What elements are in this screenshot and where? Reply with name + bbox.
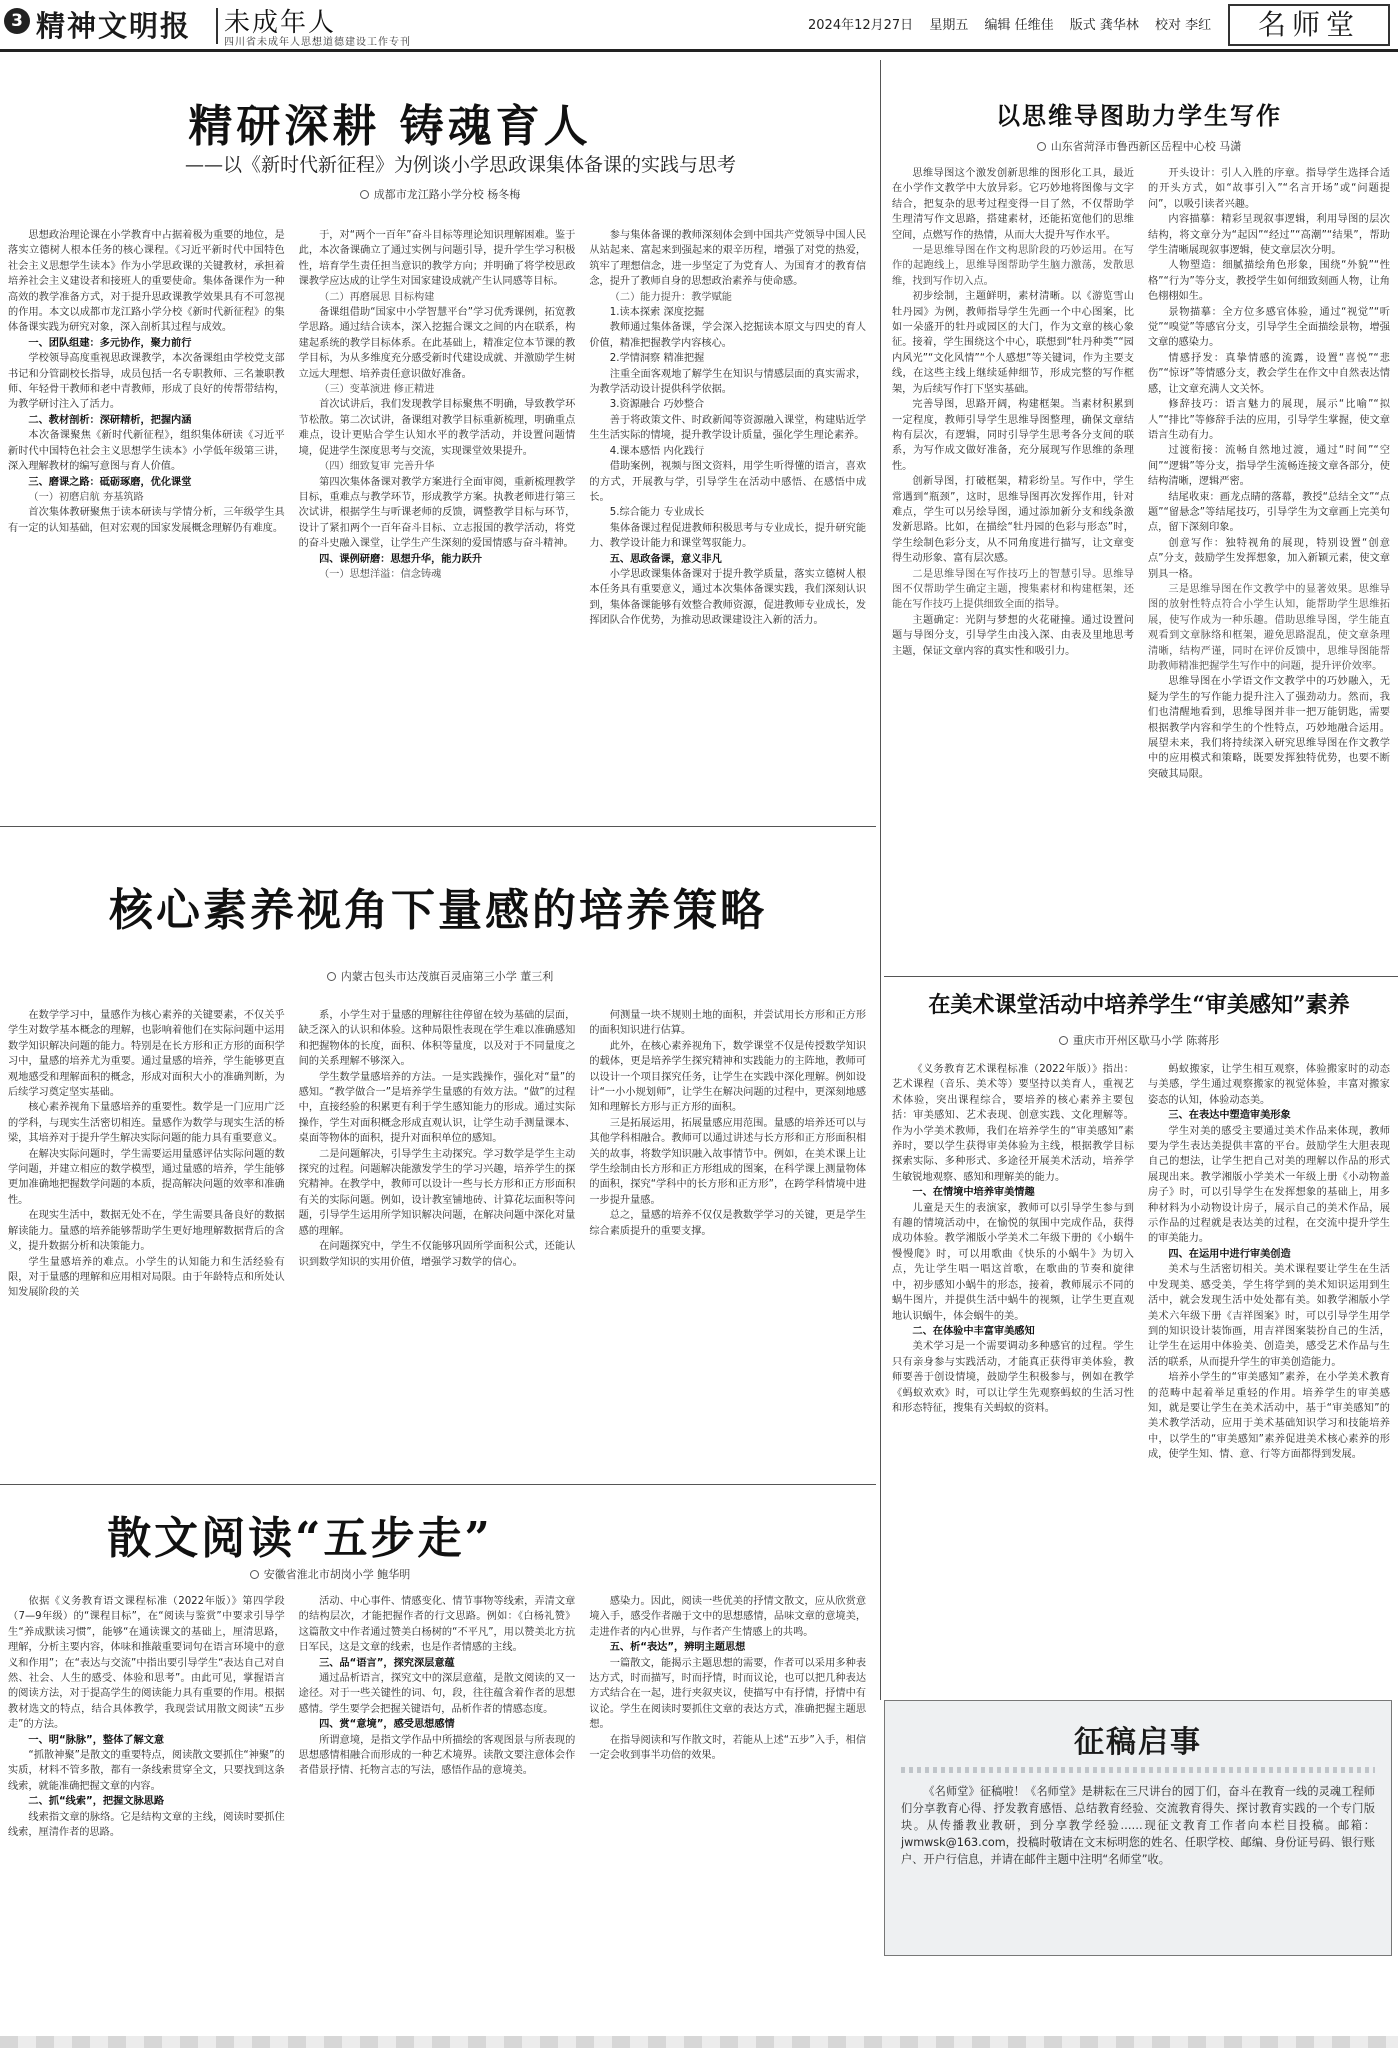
article-2 — [884, 60, 1398, 972]
paragraph: 所谓意境，是指文学作品中所描绘的客观图景与所表现的思想感情相融合而形成的一种艺术境界。读散文要注意体会作者借景抒情、托物言志的写法，感悟作品的意境美。 — [298, 1734, 576, 1777]
article-3-byline — [250, 968, 630, 984]
byline-marker-icon — [360, 190, 369, 199]
paragraph: 学生量感培养的难点。小学生的认知能力和生活经验有限，对于量感的理解和应用相对局限。由于年龄特点和所处认知发展阶段的关 — [8, 1256, 285, 1299]
editor-credit: 编辑 任维佳 — [984, 18, 1054, 33]
paragraph: 创意写作：独特视角的展现，特别设置“创意点”分支，鼓励学生发挥想象，加入新颖元素，使文章别具一格。 — [1148, 537, 1390, 580]
paragraph: 感染力。因此，阅读一些优美的抒情文散文，应从欣赏意境入手，感受作者融于文中的思想感情，品味文章的意境美，走进作者的内心世界，与作者产生情感上的共鸣。 — [589, 1596, 866, 1638]
section-heading: 二、抓“线索”，把握文脉思路 — [28, 1796, 165, 1808]
paragraph: 首次试讲后，我们发现教学目标聚焦不明确，导致教学环节松散。第二次试讲，备课组对教学目标重新梳理，明确重点难点，设计更贴合学生认知水平的教学活动，并设置问题情境，促进学生深度思考与交流，实现课堂效果提升。 — [298, 399, 576, 457]
paragraph: 第四次集体备课对教学方案进行全面审阅，重新梳理教学目标，重难点与教学环节，形成教学方案。执教老师进行第三次试讲，根据学生与听课老师的反馈，调整教学目标与环节，设计了紧扣两个一百年奋斗目标、立志报国的教学活动，将党的奋斗史融入课堂，让学生产生深刻的爱国情感与奋斗精神。 — [298, 476, 576, 550]
section-heading: 四、在运用中进行审美创造 — [1168, 1248, 1291, 1260]
article-1-col-1 — [8, 228, 285, 814]
paragraph: 美术与生活密切相关。美术课程要让学生在生活中发现美、感受美，学生将学到的美术知识运用到生活中，就会发现生活中处处都有美。如教学湘版小学美术六年级下册《吉祥图案》时，可以引导学生用学到的知识设计装饰画，用吉祥图案装扮自己的生活，让学生在运用中体验美、创造美，感受艺术作品与生活的联系，从而提升学生的审美创造能力。 — [1148, 1264, 1390, 1368]
section-heading: 三、在表达中塑造审美形象 — [1168, 1110, 1291, 1122]
call-for-papers-title: 征稿启事 — [1074, 1725, 1202, 1760]
paragraph: 在解决实际问题时，学生需要运用量感评估实际问题的数学问题，并建立相应的数学模型，通过量感的培养，学生能够更加准确地把握数学问题的本质，提高解决问题的效率和准确性。 — [8, 1148, 285, 1206]
article-2-col-2 — [1148, 166, 1390, 966]
paragraph: 本次备课聚焦《新时代新征程》，组织集体研读《习近平新时代中国特色社会主义思想学生读本》小学低年级第三讲，深入理解教材的编写意图与育人价值。 — [8, 430, 285, 473]
paragraph: 学校领导高度重视思政课教学，本次备课组由学校党支部书记和分管副校长指导，成员包括一名专职教师、三名兼职教师、年轻骨干教师和老中青教师，形成了良好的传帮带结构，为教学研讨注入了活力。 — [8, 353, 285, 411]
paragraph: 创新导图，打破框架，精彩纷呈。写作中，学生常遇到“瓶颈”，这时，思维导图再次发挥作用，针对难点，学生可以另绘导图，通过添加新分支和线条激发新思路。比如，在描绘“牡丹园的色彩与形态”时，学生绘制色彩分支，从不同角度进行描写，让文章变得生动形象、富有层次感。 — [892, 476, 1134, 565]
paragraph: 线索指文章的脉络。它是结构文章的主线，阅读时要抓住线索，厘清作者的思路。 — [8, 1811, 285, 1839]
masthead-divider — [216, 8, 218, 44]
paragraph: （二）再磨展思 目标构建 — [319, 291, 435, 303]
article-1-col-2 — [299, 228, 576, 814]
paragraph: 此外，在核心素养视角下，数学课堂不仅是传授数学知识的载体，更是培养学生探究精神和实践能力的主阵地，教师可以设计一个项目探究任务，让学生在实践中深化理解。例如设计“一小小规划师”，让学生在解决问题的过程中，更深刻地感知和理解长方形与正方形的面积。 — [589, 1040, 866, 1114]
paragraph: 在现实生活中，数据无处不在，学生需要具备良好的数据解读能力。量感的培养能够帮助学生更好地理解数据背后的含义，提升数据分析和决策能力。 — [8, 1210, 285, 1253]
article-5-title: 散文阅读“五步走” — [107, 1513, 493, 1564]
paragraph: 善于将政策文件、时政新闻等资源融入课堂，构建贴近学生生活实际的情境，提升教学设计质量，强化学生理论素养。 — [589, 414, 866, 442]
paragraph: 活动、中心事件、情感变化、情节事物等线索，弄清文章的结构层次，才能把握作者的行文思路。例如：《白杨礼赞》这篇散文中作者通过赞美白杨树的“不平凡”，用以赞美北方抗日军民，这是文章的线索，也是作者情感的主线。 — [298, 1596, 576, 1654]
paragraph: 思维导图这个激发创新思维的图形化工具，最近在小学作文教学中大放异彩。它巧妙地将图像与文字结合，把复杂的思考过程变得一目了然，不仅帮助学生理清写作文思路，搭建素材，还能拓宽他们的思维空间，点燃写作的热情，从而大大提升写作水平。 — [892, 168, 1134, 241]
article-5-byline — [170, 1566, 490, 1582]
paragraph: 参与集体备课的教师深刻体会到中国共产党领导中国人民从站起来、富起来到强起来的艰辛历程，增强了对党的热爱，筑牢了理想信念，进一步坚定了为党育人、为国育才的教育信念，提升了教师自身的思想政治素养与使命感。 — [589, 230, 866, 288]
byline-marker-icon — [1059, 1036, 1068, 1045]
section-title: 名师堂 — [1228, 4, 1390, 46]
paragraph: 初步绘制，主题鲜明，素材清晰。以《游览雪山牡丹园》为例，教师指导学生先画一个中心图案，比如一朵盛开的牡丹或园区的大门，作为文章的核心象征。接着，学生围绕这个中心，联想到“牡丹种类”“园内风光”“文化风情”“个人感想”等关键词，作为主要支线，在这些主线上继续延伸细节，形成完整的写作框架，为后续写作打下坚实基础。 — [892, 291, 1134, 395]
paragraph: 在数学学习中，量感作为核心素养的关键要素，不仅关乎学生对数学基本概念的理解，也影响着他们在实际问题中运用数学知识解决问题的能力。特别是在长方形和正方形的面积学习中，量感的培养尤为重要。通过量感的培养，学生能够更直观地感受和理解面积的概念，形成对面积大小的准确判断，为后续学习奠定坚实基础。 — [8, 1010, 285, 1099]
article-4-title: 在美术课堂活动中培养学生“审美感知”素养 — [928, 992, 1350, 1018]
paragraph: 内容描摹：精彩呈现叙事逻辑，利用导图的层次结构，将文章分为“起因”“经过”“高潮”“结果”，帮助学生清晰展现叙事逻辑，使文章层次分明。 — [1148, 214, 1390, 257]
bottom-decorative-band — [0, 2036, 1398, 2048]
article-1-author: 成都市龙江路小学分校 杨冬梅 — [373, 188, 521, 201]
designer-credit: 版式 龚华林 — [1069, 18, 1139, 33]
paragraph: 通过品析语言，探究文中的深层意蕴，是散文阅读的又一途径。对于一些关键性的词、句，段，往往蕴含着作者的思想感情。学生要学会把握关键语句，品析作者的情感态度。 — [298, 1673, 576, 1715]
paragraph: 2.学情洞察 精准把握 — [609, 353, 705, 365]
proofreader-credit: 校对 李红 — [1155, 18, 1212, 33]
article-2-col-1 — [892, 166, 1134, 966]
paragraph: 备课组借助“国家中小学智慧平台”学习优秀课例，拓宽教学思路。通过结合读本，深入挖掘合课文之间的内在联系，构建起系统的教学目标体系。在此基础上，精准定位本节课的教学目标，为从多维度充分感受新时代建设成就、并激励学生树立远大理想、培养责任意识做好准备。 — [298, 307, 576, 380]
page-number: 3 — [4, 8, 30, 34]
byline-marker-icon — [250, 1570, 259, 1579]
paragraph: 修辞技巧：语言魅力的展现，展示“比喻”“拟人”“排比”等修辞手法的应用，引导学生掌握，使文章语言生动有力。 — [1148, 399, 1390, 441]
paragraph: 5.综合能力 专业成长 — [609, 507, 705, 519]
paragraph: 情感抒发：真挚情感的流露，设置“喜悦”“悲伤”“惊讶”等情感分支，教会学生在作文中自然表达情感，让文章充满人文关怀。 — [1148, 352, 1390, 395]
paragraph: 在指导阅读和写作散文时，若能从上述“五步”入手，相信一定会收到事半功倍的效果。 — [589, 1734, 866, 1762]
article-5-col-3 — [589, 1594, 866, 2026]
article-4-col-1 — [892, 1062, 1134, 1686]
article-3-col-3 — [589, 1008, 866, 1472]
paragraph: 二是问题解决，引导学生主动探究。学习数学是学生主动探究的过程。问题解决能激发学生的学习兴趣，培养学生的探究精神。在教学中，教师可以设计一些与长方形和正方形面积有关的实际问题。例如，设计教室铺地砖、计算花坛面积等问题，引导学生运用所学知识解决问题，在解决问题中深化对量感的理解。 — [298, 1148, 576, 1237]
article-5-col-2 — [299, 1594, 576, 2026]
article-4 — [884, 980, 1398, 1692]
paragraph: 3.资源融合 巧妙整合 — [609, 399, 705, 411]
paragraph: 首次集体教研聚焦于读本研读与学情分析，三年级学生具有一定的认知基础，但对宏观的国家发展概念理解仍有难度。 — [8, 507, 285, 534]
paragraph: 完善导图，思路开阔，构建框架。当素材积累到一定程度，教师引导学生思维导图整理，确保文章结构有层次，有逻辑，同时引导学生思考各分支间的联系，为写作成文做好准备，充分展现写作思维的条理性。 — [892, 399, 1134, 472]
column-divider — [880, 60, 881, 1700]
article-3-col-2 — [299, 1008, 576, 1472]
paragraph: 儿童是天生的表演家，教师可以引导学生参与到有趣的情境活动中，在愉悦的氛围中完成作品，获得成功体验。教学湘版小学美术二年级下册的《小蜗牛慢慢爬》时，可以用歌曲《快乐的小蜗牛》为切入点，先让学生唱一唱这首歌，在歌曲的节奏和旋律中，初步感知小蜗牛的形态，接着，教师展示不同的蜗牛图片，并提供生活中蜗牛的视频，让学生更直观地认识蜗牛，体会蜗牛的美。 — [892, 1202, 1134, 1322]
article-1-body — [8, 228, 866, 814]
paragraph: “抓散神聚”是散文的重要特点，阅读散文要抓住“神聚”的实质，材料不管多散，都有一条线索贯穿全文，只要找到这条线索，就能准确把握文章的内容。 — [8, 1750, 285, 1792]
paragraph: 一篇散文，能揭示主题思想的需要，作者可以采用多种表达方式，时而描写，时而抒情，时而议论，也可以把几种表达方式结合在一起，进行夹叙夹议，使描写中有抒情，抒情中有议论。学生在阅读时要抓住文章的表达方式，准确把握主题思想。 — [589, 1657, 866, 1731]
article-3 — [0, 830, 876, 1480]
byline-marker-icon — [1037, 142, 1046, 151]
paragraph: 核心素养视角下量感培养的重要性。数学是一门应用广泛的学科，与现实生活密切相连。量感作为数学与现实生活的桥梁，其培养对于提升学生解决实际问题的能力具有重要意义。 — [8, 1102, 285, 1145]
section-heading: 五、思政备课，意义非凡 — [609, 553, 722, 565]
issue-date: 2024年12月27日 — [808, 18, 914, 33]
paragraph: 系，小学生对于量感的理解往往停留在较为基础的层面，缺乏深入的认识和体验。这种局限性表现在学生难以准确感知和把握物体的长度，面积、体积等量度，以及对于不同量度之间的关系理解不够深入。 — [298, 1010, 576, 1068]
article-5-author: 安徽省淮北市胡岗小学 鲍华明 — [263, 1568, 411, 1581]
section-heading: 一、团队组建：多元协作，聚力前行 — [28, 337, 192, 349]
paragraph: 借助案例，视频与图文资料，用学生听得懂的语言，喜欢的方式，开展教与学，引导学生在活动中感悟、在感悟中成长。 — [589, 461, 866, 503]
article-3-col-1 — [8, 1008, 285, 1472]
paragraph: 一是思维导图在作文构思阶段的巧妙运用。在写作的起跑线上，思维导图帮助学生脑力激荡，发散思维，找到写作切入点。 — [892, 245, 1134, 287]
article-3-body — [8, 1008, 866, 1472]
decorative-divider — [901, 1767, 1375, 1773]
issue-weekday: 星期五 — [929, 18, 969, 33]
paragraph: 《义务教育艺术课程标准（2022年版）》指出：艺术课程（音乐、美术等）要坚持以美育人，重视艺术体验，突出课程综合，要培养的核心素养主要包括：审美感知、艺术表现、创意实践、文化理解等。作为小学美术教师，我们在培养学生的“审美感知”素养时，要以学生获得审美体验为主线，根据教学目标探索实际、多种形式、多途径开展美术活动，培养学生敏锐地观察、感知和理解美的能力。 — [892, 1064, 1134, 1183]
paragraph: 过渡衔接：流畅自然地过渡，通过“时间”“空间”“逻辑”等分支，指导学生流畅连接文章各部分，使结构清晰，逻辑严密。 — [1148, 445, 1390, 488]
paragraph: （一）思想洋溢：信念铸魂 — [319, 568, 442, 580]
paragraph: 人物塑造：细腻描绘角色形象，围绕“外貌”“性格”“行为”等分支，教授学生如何细致刻画人物，让角色栩栩如生。 — [1148, 260, 1390, 303]
paragraph: 4.课本感悟 内化践行 — [609, 445, 705, 457]
paragraph: 1.读本探索 深度挖掘 — [609, 307, 705, 319]
paragraph: （三）变革演进 修正精进 — [319, 384, 435, 396]
paragraph: 美术学习是一个需要调动多种感官的过程。学生只有亲身参与实践活动，才能真正获得审美体验，教师要善于创设情境，鼓励学生积极参与，例如在教学《蚂蚁欢欢》时，可以让学生先观察蚂蚁的生活习性和形态特征，搜集有关蚂蚁的资料。 — [892, 1341, 1134, 1414]
paragraph: 二是思维导图在写作技巧上的智慧引导。思维导图不仅帮助学生确定主题，搜集素材和构建框架，还能在写作技巧上提供细致全面的指导。 — [892, 568, 1134, 611]
section-heading: 四、课例研磨：思想升华，能力跃升 — [319, 553, 483, 565]
article-1-title: 精研深耕 铸魂育人 — [188, 101, 592, 152]
article-3-title: 核心素养视角下量感的培养策略 — [109, 885, 767, 936]
article-5-body — [8, 1594, 866, 2026]
paragraph: 思想政治理论课在小学教育中占据着极为重要的地位，是落实立德树人根本任务的核心课程。《习近平新时代中国特色社会主义思想学生读本》作为小学思政课的关键教材，承担着培养社会主义建设者和接班人的重要使命。集体备课作为一种高效的教学准备方式，对于提升思政课教学效果具有不可忽视的作用。本文以成都市龙江路小学分校《新时代新征程》的集体备课实践为研究对象，深入剖析其过程与成效。 — [8, 230, 285, 334]
paragraph: 依据《义务教育语文课程标准（2022年版）》第四学段（7—9年级）的“课程目标”，在“阅读与鉴赏”中要求引导学生“养成默读习惯”，能够“在通读课文的基础上，厘清思路，理解，分析主要内容，体味和推敲重要词句在语言环境中的意义和作用”；在“表达与交流”中指出要引导学生“表达自己对自然、社会、人生的感受、体验和思考”。由此可见，掌握语言的阅读方法，对于提高学生的阅读能力具有重要的作用。根据教材选文的特点，结合具体教学，我现尝试用散文阅读“五步走”的方法。 — [8, 1596, 285, 1731]
article-2-author: 山东省菏泽市鲁西新区岳程中心校 马潇 — [1050, 140, 1242, 153]
article-4-col-2 — [1148, 1062, 1390, 1686]
section-heading: 二、在体验中丰富审美感知 — [912, 1325, 1035, 1337]
article-2-body — [892, 166, 1390, 966]
paragraph: 结尾收束：画龙点睛的落幕，教授“总结全文”“点题”“留悬念”等结尾技巧，引导学生为文章画上完美句点，留下深刻印象。 — [1148, 491, 1390, 534]
supplement-subtitle: 四川省未成年人思想道德建设工作专刊 — [224, 37, 411, 48]
byline-marker-icon — [327, 972, 336, 981]
paragraph: （二）能力提升：教学赋能 — [609, 291, 732, 303]
section-heading: 一、明“脉脉”，整体了解文意 — [28, 1734, 165, 1746]
paragraph: 注重全面客观地了解学生在知识与情感层面的真实需求，为教学活动设计提供科学依据。 — [589, 368, 866, 396]
article-2-title: 以思维导图助力学生写作 — [996, 101, 1282, 130]
masthead — [0, 0, 1398, 52]
paragraph: 思维导图在小学语文作文教学中的巧妙融入，无疑为学生的写作能力提升注入了强劲动力。然而，我们也清醒地看到，思维导图并非一把万能钥匙，需要根据教学内容和学生的个性特点，巧妙地融合运用。展望未来，我们将持续深入研究思维导图在作文教学中的应用模式和策略，既要发挥独特优势，也要不断突破其局限。 — [1148, 676, 1390, 780]
article-3-author: 内蒙古包头市达茂旗百灵庙第三小学 董三利 — [340, 970, 554, 983]
paragraph: 何测量一块不规则土地的面积，并尝试用长方形和正方形的面积知识进行估算。 — [589, 1010, 866, 1037]
section-heading: 四、赏“意境”，感受思想感情 — [319, 1719, 455, 1731]
paragraph: （一）初磨启航 夯基筑路 — [28, 491, 144, 503]
section-heading: 三、磨课之路：砥砺琢磨，优化课堂 — [28, 476, 192, 488]
section-heading: 二、教材剖析：深研精析，把握内涵 — [28, 414, 192, 426]
article-2-byline — [884, 138, 1394, 154]
paragraph: 在问题探究中，学生不仅能够巩固所学面积公式，还能认识到数学知识的实用价值，增强学习数学的信心。 — [298, 1241, 576, 1268]
article-1-subtitle: ——以《新时代新征程》为例谈小学思政课集体备课的实践与思考 — [184, 154, 736, 176]
article-4-byline — [884, 1032, 1394, 1048]
article-4-author: 重庆市开州区歇马小学 陈蒋彤 — [1072, 1034, 1220, 1047]
paragraph: 学生对美的感受主要通过美术作品来体现，教师要为学生表达美提供丰富的平台。鼓励学生大胆表现自己的想法，让学生把自己对美的理解以作品的形式展现出来。教学湘版小学美术一年级上册《小动物盖房子》时，可以引导学生在发挥想象的基础上，用多种材料为小动物设计房子，展示自己的美术作品，展示作品的过程就是表达美的过程，在交流中提升学生的审美能力。 — [1148, 1125, 1390, 1245]
section-divider — [0, 826, 876, 827]
paragraph: 开头设计：引人入胜的序章。指导学生选择合适的开头方式，如“故事引入”“名言开场”或“问题提问”，以吸引读者兴趣。 — [1148, 168, 1390, 210]
newspaper-name: 精神文明报 — [36, 9, 192, 43]
section-heading: 一、在情境中培养审美情趣 — [912, 1187, 1035, 1199]
paragraph: 培养小学生的“审美感知”素养，在小学美术教育的范畴中起着举足重轻的作用。培养学生的审美感知，就是要让学生在美术活动中，基于“审美感知”的美术教学活动，应用于美术基础知识学习和技能培养中，以学生的“审美感知”素养促进美术核心素养的形成，使学生知、情、意、行等方面都得到发展。 — [1148, 1372, 1390, 1461]
paragraph: 小学思政课集体备课对于提升教学质量，落实立德树人根本任务具有重要意义，通过本次集体备课实践，我们深刻认识到，集体备课能够有效整合教师资源，促进教师专业成长，发挥团队合作优势，为推动思政课建设注入新的活力。 — [589, 568, 866, 627]
article-5-col-1 — [8, 1594, 285, 2026]
article-1-byline — [280, 186, 600, 202]
article-1-col-3 — [589, 228, 866, 814]
paragraph: 学生数学量感培养的方法。一是实践操作，强化对“量”的感知。“教学做合一”是培养学生量感的有效方法。“做”的过程中，直接经验的积累更有利于学生感知能力的形成。通过实际操作，学生对面积概念形成直观认识，让学生动手测量课本、桌面等物体的面积，提升对面积单位的感知。 — [298, 1071, 576, 1145]
paragraph: 教师通过集体备课，学会深入挖掘读本原文与四史的育人价值，精准把握教学内容核心。 — [589, 322, 866, 349]
article-1 — [0, 60, 876, 820]
supplement-name: 未成年人 — [224, 8, 337, 38]
article-5 — [0, 1488, 876, 2032]
paragraph: （四）细致复审 完善升华 — [319, 461, 435, 473]
section-divider — [0, 1484, 876, 1485]
paragraph: 于，对“两个一百年”奋斗目标等理论知识理解困难。鉴于此，本次备课确立了通过实例与问题引导，提升学生学习积极性，培育学生责任担当意识的教学方向；并明确了将学校思政课教学应达成的让学生对国家建设成就产生认同感等目标。 — [298, 230, 576, 288]
paragraph: 蚂蚁搬家，让学生相互观察，体验搬家时的动态与美感，学生通过观察搬家的视觉体验，丰富对搬家姿态的认知，体验动态美。 — [1148, 1064, 1390, 1106]
article-4-body — [892, 1062, 1390, 1686]
section-heading: 五、析“表达”，辨明主题思想 — [609, 1642, 746, 1654]
paragraph: 景物描摹：全方位多感官体验，通过“视觉”“听觉”“嗅觉”等感官分支，引导学生全面描绘景物，增强文章的感染力。 — [1148, 306, 1390, 349]
paragraph: 三是思维导图在作文教学中的显著效果。思维导图的放射性特点符合小学生认知，能帮助学生思维拓展，使写作成为一种乐趣。借助思维导图，学生能直观看到文章脉络和框架，避免思路混乱，使文章条理清晰，结构严谨，同时在评价反馈中，思维导图能帮助教师精准把握学生写作中的问题，提升评价效率。 — [1148, 583, 1390, 672]
call-for-papers-box — [884, 1700, 1392, 1956]
paragraph: 集体备课过程促进教师积极思考与专业成长，提升研究能力、教学设计能力和课堂驾驭能力。 — [589, 522, 866, 550]
call-for-papers-body: 《名师堂》征稿啦！《名师堂》是耕耘在三尺讲台的园丁们，奋斗在教育一线的灵魂工程师们分享教育心得、抒发教育感悟、总结教育经验、交流教育得失、探讨教育实践的一个专门版块。从传播教业教研，到分享教学经验……现征文教育工作者向本栏目投稿。邮箱：jwmwsk@163.com，投稿时敬请在文末标明您的姓名、任职学校、邮编、身份证号码、银行账户、开户行信息，并请在邮件主题中注明“名师堂”收。 — [901, 1785, 1375, 1866]
issue-info — [808, 14, 1223, 33]
section-divider — [884, 976, 1398, 977]
paragraph: 三是拓展运用，拓展量感应用范围。量感的培养还可以与其他学科相融合。教师可以通过讲述与长方形和正方形面积相关的故事，将数学知识融入故事情节中。例如，在美术课上让学生绘制由长方形和正方形组成的图案，在科学课上测量物体的面积，探究“学科中的长方形和正方形”，在跨学科情境中进一步提升量感。 — [589, 1117, 866, 1206]
paragraph: 主题确定：光阴与梦想的火花碰撞。通过设置问题与导图分支，引导学生由浅入深、由表及里地思考主题，保证文章内容的真实性和吸引力。 — [892, 614, 1134, 657]
paragraph: 总之，量感的培养不仅仅是教数学学习的关键，更是学生综合素质提升的重要支撑。 — [589, 1210, 866, 1237]
section-heading: 三、品“语言”，探究深层意蕴 — [319, 1657, 455, 1669]
